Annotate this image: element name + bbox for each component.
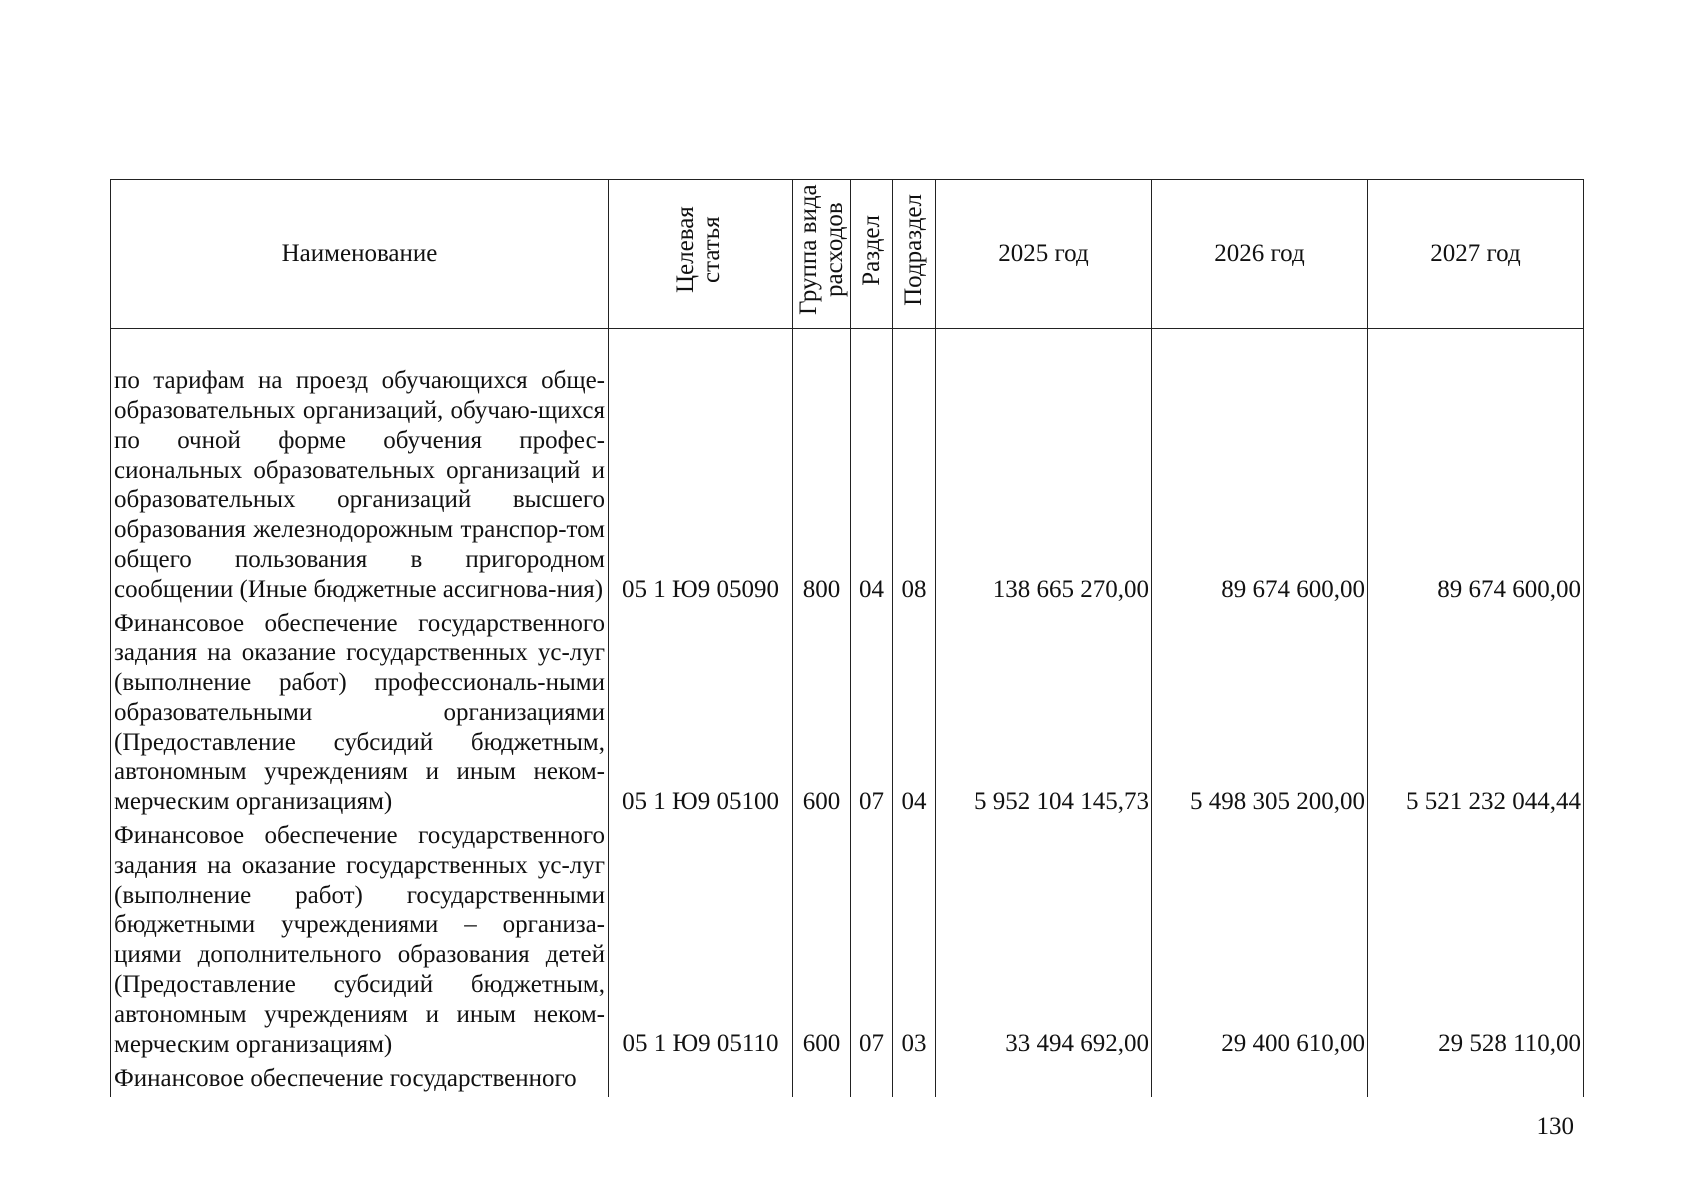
- row-name: по тарифам на проезд обучающихся обще-образовательных организаций, обучаю-щихся по очной форме обучения профес-сиональных образовательных организаций и образовательных организаций высшего образования железнодорожным транспор-том общего пользования в пригородном сообщении (Иные бюджетные ассигнова-ния): [111, 329, 609, 609]
- header-expense-group-label: Группа вида расходов: [794, 184, 848, 316]
- row-amount-2025: 5 952 104 145,73: [936, 609, 1152, 822]
- table-row: [111, 1063, 1584, 1097]
- header-section: [851, 180, 893, 329]
- header-subsection-label: Подраздел: [900, 194, 927, 306]
- row-subsection: 03: [893, 821, 936, 1063]
- row-section: 07: [851, 821, 893, 1063]
- header-name: Наименование: [111, 180, 609, 329]
- row-amount-2027: 5 521 232 044,44: [1368, 609, 1584, 822]
- row-name: Финансовое обеспечение государственного задания на оказание государственных ус-луг (выполнение работ) профессиональ-ными образовательными организациями (Предоставление субсидий бюджетным, автономным учреждениям и иным неком-мерческим организациям): [111, 609, 609, 822]
- row-name: Финансовое обеспечение государственного задания на оказание государственных ус-луг (выполнение работ) государственными бюджетными учреждениями – организа-циями дополнительного образования детей (Предоставление субсидий бюджетным, автономным учреждениям и иным неком-мерческим организациям): [111, 821, 609, 1063]
- row-expense-group: 600: [793, 609, 851, 822]
- row-amount-2026: [1152, 1063, 1368, 1097]
- table-header-row: [111, 180, 1584, 329]
- header-year-2025: 2025 год: [936, 180, 1152, 329]
- row-amount-2027: [1368, 1063, 1584, 1097]
- table-row: [111, 609, 1584, 822]
- row-target-article: [609, 1063, 793, 1097]
- row-target-article: 05 1 Ю9 05100: [609, 609, 793, 822]
- row-expense-group: 600: [793, 821, 851, 1063]
- row-section: 07: [851, 609, 893, 822]
- row-amount-2027: 29 528 110,00: [1368, 821, 1584, 1063]
- row-amount-2025: [936, 1063, 1152, 1097]
- header-subsection: [893, 180, 936, 329]
- row-amount-2026: 89 674 600,00: [1152, 329, 1368, 609]
- row-target-article: 05 1 Ю9 05090: [609, 329, 793, 609]
- row-subsection: 04: [893, 609, 936, 822]
- row-amount-2026: 5 498 305 200,00: [1152, 609, 1368, 822]
- row-expense-group: [793, 1063, 851, 1097]
- header-target-article: [609, 180, 793, 329]
- header-year-2026: 2026 год: [1152, 180, 1368, 329]
- row-subsection: [893, 1063, 936, 1097]
- page-number: 130: [1536, 1113, 1574, 1140]
- row-target-article: 05 1 Ю9 05110: [609, 821, 793, 1063]
- table-row: [111, 821, 1584, 1063]
- row-section: 04: [851, 329, 893, 609]
- table-row: [111, 329, 1584, 609]
- header-section-label: Раздел: [857, 214, 885, 286]
- header-target-article-label: Целевая статья: [671, 206, 725, 294]
- header-year-2027: 2027 год: [1368, 180, 1584, 329]
- budget-table: [110, 179, 1584, 1097]
- row-expense-group: 800: [793, 329, 851, 609]
- row-name: Финансовое обеспечение государственного: [111, 1063, 609, 1097]
- row-subsection: 08: [893, 329, 936, 609]
- row-amount-2027: 89 674 600,00: [1368, 329, 1584, 609]
- row-amount-2026: 29 400 610,00: [1152, 821, 1368, 1063]
- row-amount-2025: 33 494 692,00: [936, 821, 1152, 1063]
- header-expense-group: [793, 180, 851, 329]
- row-section: [851, 1063, 893, 1097]
- row-amount-2025: 138 665 270,00: [936, 329, 1152, 609]
